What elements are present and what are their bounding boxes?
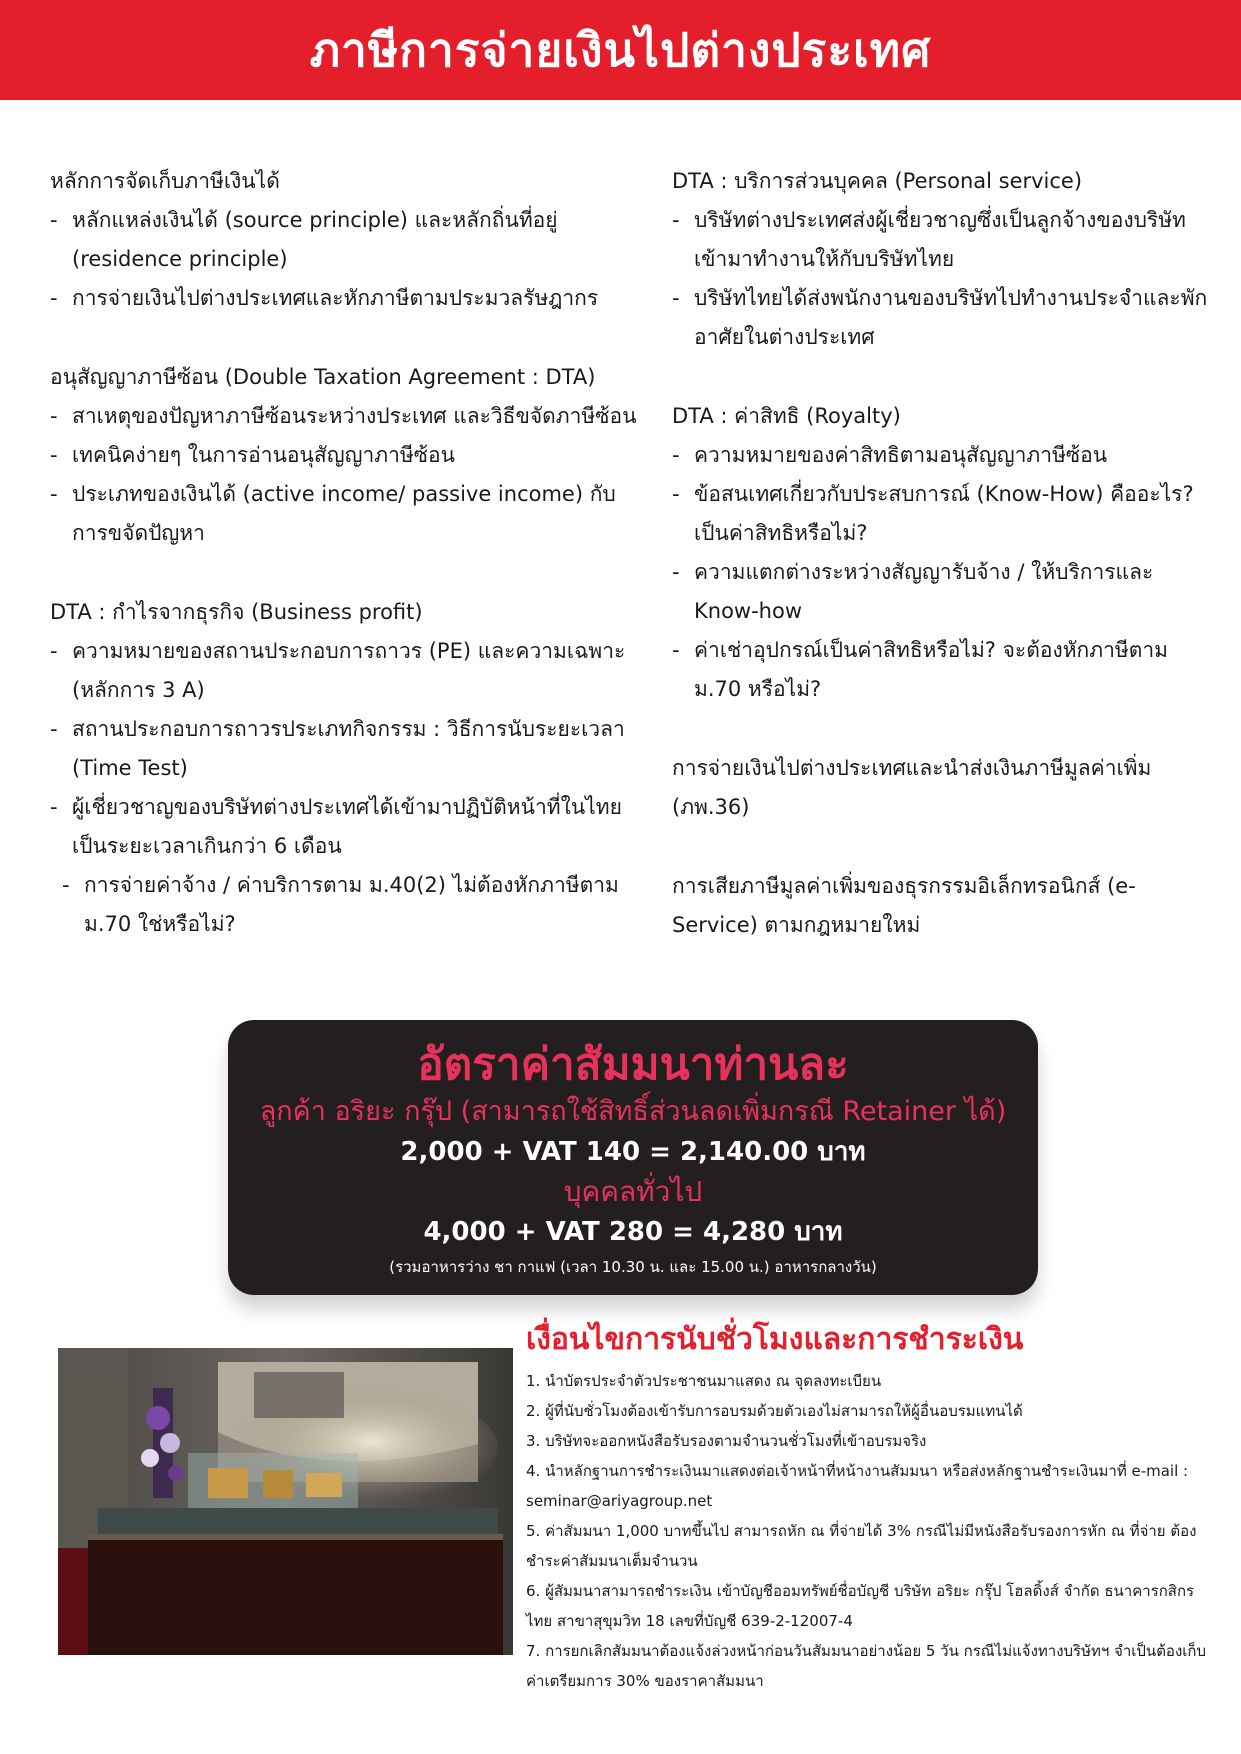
white-flower bbox=[160, 1433, 180, 1453]
price-box bbox=[228, 1020, 1038, 1295]
section-personal-service bbox=[672, 162, 1212, 357]
counter-top bbox=[98, 1508, 498, 1534]
condition-item: 1. นำบัตรประจำตัวประชาชนมาแสดง ณ จุดลงทะเบียน bbox=[526, 1372, 882, 1390]
logo-plaque bbox=[254, 1372, 344, 1418]
conditions-list bbox=[526, 1366, 1206, 1696]
white-flower bbox=[141, 1449, 159, 1467]
section-title: DTA : กำไรจากธุรกิจ (Business profit) bbox=[50, 600, 423, 624]
page-title: ภาษีการจ่ายเงินไปต่างประเทศ bbox=[309, 22, 932, 77]
bullet-item: - การจ่ายค่าจ้าง / ค่าบริการตาม ม.40(2) ไม่ต้องหักภาษีตาม ม.70 ใช่หรือไม่? bbox=[50, 866, 650, 944]
section-business-profit bbox=[50, 593, 650, 944]
dash-marker: - bbox=[672, 443, 680, 467]
dash-marker: - bbox=[672, 482, 680, 506]
condition-item: 5. ค่าสัมมนา 1,000 บาทขึ้นไป สามารถหัก ณ ที่จ่ายได้ 3% กรณีไม่มีหนังสือรับรองการหัก ณ ที่จ่าย ต้องชำระค่าสัมมนาเต็มจำนวน bbox=[526, 1522, 1197, 1570]
condition-item: 2. ผู้ที่นับชั่วโมงต้องเข้ารับการอบรมด้วยตัวเองไม่สามารถให้ผู้อื่นอบรมแทนได้ bbox=[526, 1402, 1023, 1420]
bullet-item: - ค่าเช่าอุปกรณ์เป็นค่าสิทธิหรือไม่? จะต้องหักภาษีตาม ม.70 หรือไม่? bbox=[672, 631, 1212, 709]
dash-marker: - bbox=[672, 286, 680, 310]
dash-marker: - bbox=[50, 795, 58, 819]
section-title: หลักการจัดเก็บภาษีเงินได้ bbox=[50, 169, 280, 193]
bullet-item: - สถานประกอบการถาวรประเภทกิจกรรม : วิธีการนับระยะเวลา (Time Test) bbox=[50, 710, 650, 788]
section-vat-remittance bbox=[672, 749, 1212, 827]
bullet-item: - ความแตกต่างระหว่างสัญญารับจ้าง / ให้บริการและ Know-how bbox=[672, 553, 1212, 631]
bullet-item: - สาเหตุของปัญหาภาษีซ้อนระหว่างประเทศ และวิธีขจัดภาษีซ้อน bbox=[50, 397, 650, 436]
condition-item: 3. บริษัทจะออกหนังสือรับรองตามจำนวนชั่วโมงที่เข้าอบรมจริง bbox=[526, 1432, 927, 1450]
right-column bbox=[672, 162, 1212, 985]
condition-item: 7. การยกเลิกสัมมนาต้องแจ้งล่วงหน้าก่อนวันสัมมนาอย่างน้อย 5 วัน กรณีไม่แจ้งทางบริษัทฯ จำเป็นต้องเก็บค่าเตรียมการ 30% ของราคาสัมมนา bbox=[526, 1642, 1206, 1690]
general-price: 4,000 + VAT 280 = 4,280 บาท bbox=[423, 1217, 843, 1247]
section-eservice-vat bbox=[672, 867, 1212, 945]
counter-edge bbox=[88, 1534, 503, 1540]
condition-item: 4. นำหลักฐานการชำระเงินมาแสดงต่อเจ้าหน้าที่หน้างานสัมมนา หรือส่งหลักฐานชำระเงินมาที่ e-mail : seminar@ariyagroup.net bbox=[526, 1462, 1189, 1510]
floor-mat bbox=[58, 1548, 88, 1655]
bullet-item: - ความหมายของค่าสิทธิตามอนุสัญญาภาษีซ้อน bbox=[672, 436, 1212, 475]
title-banner bbox=[0, 0, 1241, 100]
dash-marker: - bbox=[672, 208, 680, 232]
conditions-section bbox=[526, 1318, 1206, 1696]
reception-counter bbox=[88, 1534, 503, 1655]
dash-marker: - bbox=[50, 717, 58, 741]
condition-item: 6. ผู้สัมมนาสามารถชำระเงิน เข้าบัญชีออมทรัพย์ชื่อบัญชี บริษัท อริยะ กรุ๊ป โฮลดิ้งส์ จำกัด ธนาคารกสิกรไทย สาขาสุขุมวิท 18 เลขที่บัญชี 639-2-12007-4 bbox=[526, 1582, 1195, 1630]
general-label: บุคคลทั่วไป bbox=[563, 1175, 703, 1208]
member-price: 2,000 + VAT 140 = 2,140.00 บาท bbox=[400, 1137, 866, 1167]
bullet-item: - บริษัทต่างประเทศส่งผู้เชี่ยวชาญซึ่งเป็นลูกจ้างของบริษัท เข้ามาทำงานให้กับบริษัทไทย bbox=[672, 201, 1212, 279]
dash-marker: - bbox=[50, 639, 58, 663]
dash-marker: - bbox=[50, 208, 58, 232]
section-title: การเสียภาษีมูลค่าเพิ่มของธุรกรรมอิเล็กทรอนิกส์ (e-Service) ตามกฎหมายใหม่ bbox=[672, 874, 1136, 937]
office-reception-photo bbox=[58, 1348, 513, 1655]
conditions-title: เงื่อนไขการนับชั่วโมงและการชำระเงิน bbox=[526, 1322, 1024, 1357]
dash-marker: - bbox=[50, 286, 58, 310]
purple-flower bbox=[168, 1465, 184, 1481]
display-trophy bbox=[263, 1470, 293, 1498]
dash-marker: - bbox=[50, 443, 58, 467]
member-label: ลูกค้า อริยะ กรุ๊ป (สามารถใช้สิทธิ์ส่วนลดเพิ่มกรณี Retainer ได้) bbox=[259, 1096, 1007, 1127]
bullet-item: - เทคนิคง่ายๆ ในการอ่านอนุสัญญาภาษีซ้อน bbox=[50, 436, 650, 475]
dash-marker: - bbox=[50, 404, 58, 428]
section-tax-principles bbox=[50, 162, 650, 318]
office-reception-illustration bbox=[58, 1348, 513, 1655]
section-title: อนุสัญญาภาษีซ้อน (Double Taxation Agreement : DTA) bbox=[50, 365, 596, 389]
section-title: การจ่ายเงินไปต่างประเทศและนำส่งเงินภาษีมูลค่าเพิ่ม (ภพ.36) bbox=[672, 756, 1152, 819]
bullet-item: - ความหมายของสถานประกอบการถาวร (PE) และความเฉพาะ (หลักการ 3 A) bbox=[50, 632, 650, 710]
dash-marker: - bbox=[672, 560, 680, 584]
section-royalty bbox=[672, 397, 1212, 709]
bullet-item: - ประเภทของเงินได้ (active income/ passive income) กับการขจัดปัญหา bbox=[50, 475, 650, 553]
display-trophy bbox=[306, 1473, 342, 1497]
section-title: DTA : บริการส่วนบุคคล (Personal service) bbox=[672, 169, 1083, 193]
bullet-item: - ผู้เชี่ยวชาญของบริษัทต่างประเทศได้เข้ามาปฏิบัติหน้าที่ในไทยเป็นระยะเวลาเกินกว่า 6 เดือน bbox=[50, 788, 650, 866]
price-title: อัตราค่าสัมมนาท่านละ bbox=[417, 1039, 849, 1090]
display-trophy bbox=[208, 1468, 248, 1498]
section-dta bbox=[50, 358, 650, 553]
section-title: DTA : ค่าสิทธิ (Royalty) bbox=[672, 404, 901, 428]
bullet-item: - การจ่ายเงินไปต่างประเทศและหักภาษีตามประมวลรัษฎากร bbox=[50, 279, 650, 318]
dash-marker: - bbox=[50, 482, 58, 506]
bullet-item: - ข้อสนเทศเกี่ยวกับประสบการณ์ (Know-How) คืออะไร? เป็นค่าสิทธิหรือไม่? bbox=[672, 475, 1212, 553]
price-note: (รวมอาหารว่าง ชา กาแฟ (เวลา 10.30 น. และ 15.00 น.) อาหารกลางวัน) bbox=[389, 1258, 877, 1276]
left-column bbox=[50, 162, 650, 984]
bullet-item: - บริษัทไทยได้ส่งพนักงานของบริษัทไปทำงานประจำและพักอาศัยในต่างประเทศ bbox=[672, 279, 1212, 357]
dash-marker: - bbox=[62, 873, 70, 897]
purple-flower bbox=[146, 1406, 170, 1430]
dash-marker: - bbox=[672, 638, 680, 662]
bullet-item: - หลักแหล่งเงินได้ (source principle) และหลักถิ่นที่อยู่ (residence principle) bbox=[50, 201, 650, 279]
